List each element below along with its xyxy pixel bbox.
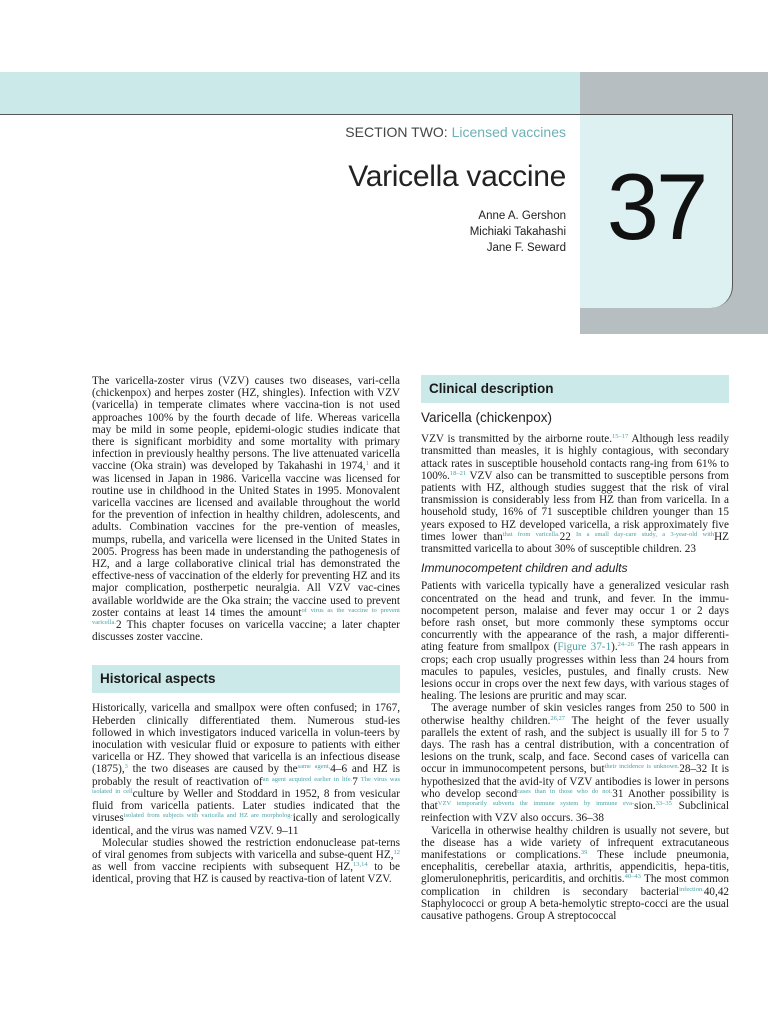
citation-ref[interactable]: 15–17 [612,433,629,441]
author-list [470,208,566,256]
header-band [0,72,580,114]
historical-paragraph: Historically, varicella and smallpox were often confused; in 1767, Heberden clinically differentiated them. Numerous stud-ies followed in which investigators induced varicella in volun-teers by inoculation with vesicular fluid or exposure to patients with either varicella or HZ. They showed that varicella is an infectious disease (1875),$^3$ the two diseases are caused by the$^{same agent,}$4–6 and HZ is probably the result of reactivation $of^{an agent acquired earlier in life.}7$ $^{The virus was isolated in cell}$culture by Weller and Stoddard in 1952, 8 from vesicular fluid from varicella patients. Later studies indicated that the viruses$^{isolated from subjects with varicella and HZ are morpholog-}$ically and serologically identical, and the virus was named VZV. 9–11 [92,702,401,837]
citation-ref[interactable]: 33–35 [655,800,672,808]
citation-ref[interactable]: In a small day-care study, a 3-year-old with [570,530,715,538]
citation-ref[interactable]: infection. [679,885,704,893]
citation-ref[interactable]: VZV temporarily subverts the immune system by immune eva- [437,800,635,808]
citation-ref[interactable]: isolated from subjects with varicella and HZ are morpholog- [123,812,293,820]
author: Jane F. Seward [486,242,566,254]
section-prefix: SECTION TWO: [345,124,448,140]
citation-ref[interactable]: same agent, [297,763,331,771]
section-label [345,124,566,140]
citation-ref[interactable]: 26,27 [550,714,566,722]
citation-ref[interactable]: 1 [365,460,369,468]
intro-paragraph: The varicella-zoster virus (VZV) causes two diseases, vari-cella (chickenpox) and herpes zoster (HZ, shingles). Infection with VZV (varicella) in temperate climates where vaccina-tion is not used approaches 100% by the fourth decade of life. Whereas varicella may be mild in some people, epidemi-ologic studies indicate that there is significant morbidity and some mortality with primary infection in previously healthy persons. The live attenuated varicella vaccine (Oka strain) was developed by Takahashi in 1974,$^1$ and it was licensed in Japan in 1986. Varicella vaccine was licensed for routine use in childhood in the United States in 1995. Monovalent varicella vaccines are licensed and available throughout the world for the prevention of infection in healthy children, adolescents, and adults. Combination vaccines for the pre-vention of measles, mumps, rubella, and varicella were licensed in the United States in 2005. Progress has been made in understanding the pathogenesis of HZ, and a large collaborative clinical trial has demonstrated the effective-ness of vaccination of the elderly for preventing HZ and its major complication, postherpetic neuralgia. All VZV vac-cines available worldwide are the Oka strain; the vaccine used to prevent zoster contains at least 14 times the amount$^{of virus as the vaccine to prevent varicella.}$2 This chapter focuses on varicella vaccine; a later chapter discusses zoster vaccine. [92,375,401,644]
section-name: Licensed vaccines [451,124,566,140]
citation-ref[interactable]: that from varicella. [502,530,560,538]
immunocompetent-paragraph: The average number of skin vesicles ranges from 250 to 500 in otherwise healthy children.$^{26,27}$ The height of the fever usually parallels the extent of rash, and the subject is usually ill for 5 to 7 days. The rash has a central distribution, with a concentration of lesions on the trunk, scalp, and face. Second cases of varicella can occur in immunocompetent persons, but$^{their incidence is unknown.}$28–32 It is hypothesized that the avid-ity of VZV antibodies is lower in persons who develop second$^{cases than in those who do not.}$31 Another possibility is that$^{VZV temporarily subverts the immune system by immune eva-}$sion.$^{33-35}$ Subclinical reinfection with VZV also occurs. 36–38 [421,702,730,825]
left-column [92,375,400,886]
author: Anne A. Gershon [478,210,566,222]
figure-ref[interactable]: Figure 37-1 [557,641,612,654]
citation-ref[interactable]: 3 [124,763,128,771]
citation-ref[interactable]: their incidence is unknown. [604,763,680,771]
right-column [421,375,729,922]
citation-ref[interactable]: The virus was isolated in cell [92,775,400,795]
citation-ref[interactable]: 13,14 [353,861,368,869]
author: Michiaki Takahashi [469,226,566,238]
chapter-title: Varicella vaccine [348,160,566,193]
citation-ref[interactable]: 40–43 [624,873,641,881]
immunocompetent-subheading: Immunocompetent children and adults [421,561,628,576]
varicella-paragraph: VZV is transmitted by the airborne route.$^{15-17}$ Although less readily transmitted than measles, it is highly contagious, with secondary attack rates in susceptible household contacts rang-ing from 61% to 100%.$^{18-21}$ VZV also can be transmitted to susceptible persons from patients with HZ, although studies suggest that the risk of viral transmission is considerably less from HZ than from varicella. In a household study, 16% of 71 susceptible children younger than 15 years exposed to HZ developed varicella, a risk approximately five times lower than$^{that from varicella.}$22 $^{In a small day-care study, a 3-year-old with}$HZ transmitted varicella to about 30% of susceptible children. 23 [421,433,730,556]
immunocompetent-paragraph: Patients with varicella typically have a generalized vesicular rash concentrated on the head and trunk, and fever. In the immu-nocompetent person, malaise and fever may occur 1 or 2 days before rash onset, but more commonly these symptoms occur concurrently with the appearance of the rash, a major differenti-ating feature from smallpox (Figure 37-1).$^{24-26}$ The rash appears in crops; each crop usually progresses within less than 24 hours from macules to papules, vesicles, pustules, and finally crusts. New lesions occur in crops over the next few days, with various stages of healing. The lesions are pruritic and may scar. [421,580,730,703]
citation-ref[interactable]: 39 [580,848,588,856]
chapter-number: 37 [606,154,706,259]
immunocompetent-paragraph: Varicella in otherwise healthy children is usually not severe, but the disease has a wide variety of infrequent extracutaneous manifestations or complications.$^{39}$ These include pneumonia, encephalitis, cerebellar ataxia, arthritis, appendicitis, hepa-titis, glomerulonephritis, pericarditis, and orchitis.$^{40-43}$ The most common complication in children is secondary bacterial$^{infection.}$40,42 Staphylococci or group A beta-hemolytic strepto-cocci are the usual causative pathogens. Group A streptococcal [421,824,730,922]
historical-paragraph: Molecular studies showed the restriction endonuclease pat-terns of viral genomes from subjects with varicella and subse-quent HZ,$^{12}$ as well from vaccine recipients with subsequent HZ,$^{13,14}$ to be identical, proving that HZ is caused by reactiva-tion of latent VZV. [92,836,400,886]
citation-ref[interactable]: 24–26 [617,641,634,649]
citation-ref[interactable]: 12 [393,848,400,856]
citation-ref[interactable]: an agent acquired earlier in life. [262,775,353,783]
citation-ref[interactable]: 18–21 [449,469,467,477]
citation-ref[interactable]: cases than in those who do not. [517,787,613,795]
clinical-description-heading: Clinical description [421,375,729,403]
citation-ref[interactable]: of virus as the vaccine to prevent varicella. [92,606,400,627]
varicella-subheading: Varicella (chickenpox) [421,410,553,425]
historical-aspects-heading: Historical aspects [92,665,400,693]
